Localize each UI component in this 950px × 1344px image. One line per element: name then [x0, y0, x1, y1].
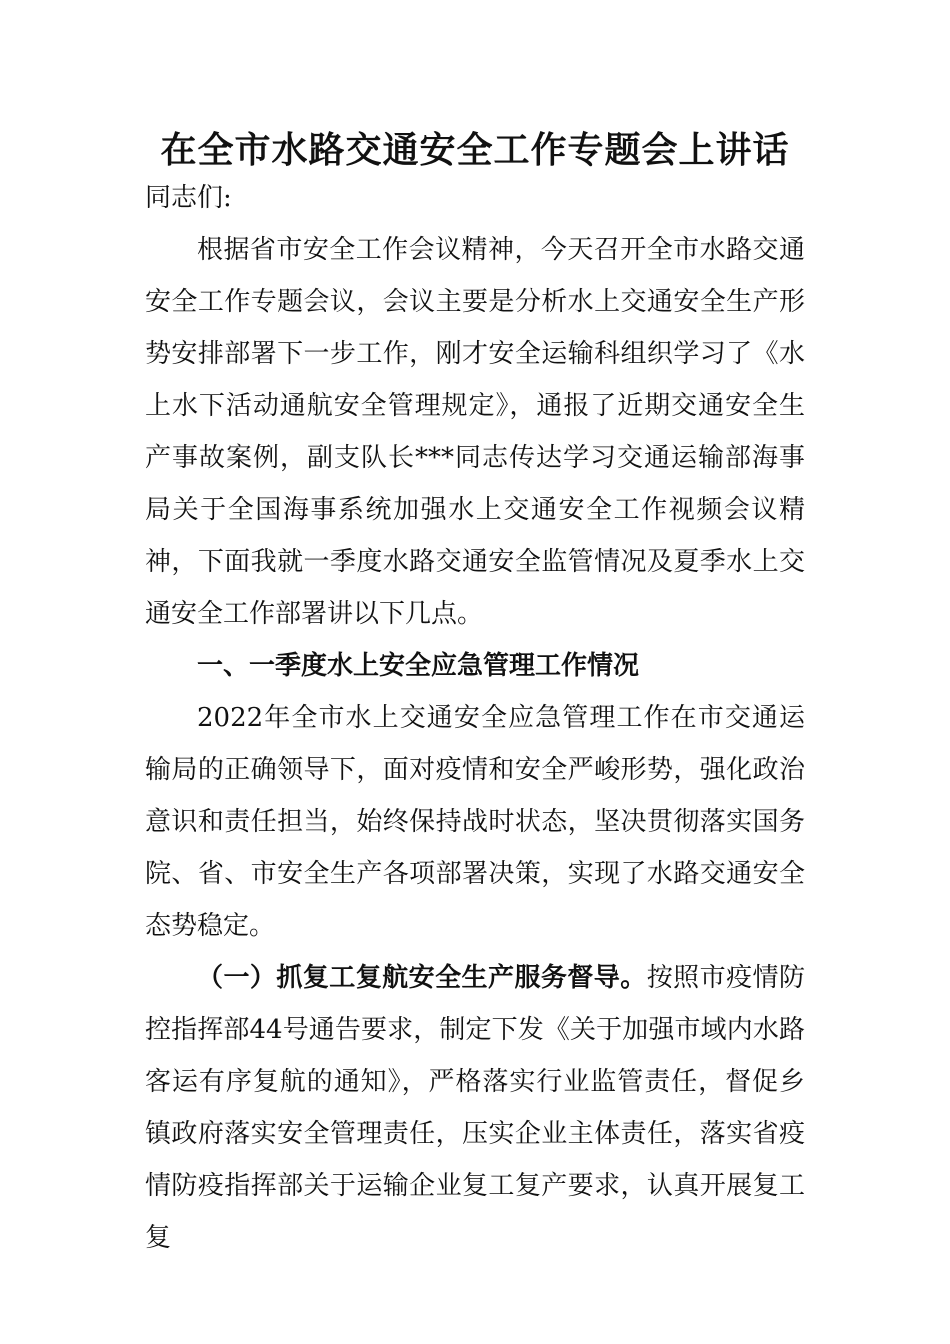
section-heading-1: 一、一季度水上安全应急管理工作情况	[197, 651, 640, 681]
section-1-paragraph: 2022年全市水上交通安全应急管理工作在市交通运输局的正确领导下，面对疫情和安全严峻形势，强化政治意识和责任担当，始终保持战时状态，坚决贯彻落实国务院、省、市安全生产各项部署决策，实现了水路交通安全态势稳定。	[145, 703, 805, 941]
salutation: 同志们:	[145, 183, 232, 213]
subsection-1-paragraph	[145, 952, 805, 1264]
document-body	[145, 172, 805, 1264]
subsection-1-text: 按照市疫情防控指挥部44号通告要求，制定下发《关于加强市域内水路客运有序复航的通知》，严格落实行业监管责任，督促乡镇政府落实安全管理责任，压实企业主体责任，落实省疫情防疫指挥部关于运输企业复工复产要求，认真开展复工复	[145, 963, 805, 1253]
intro-paragraph: 根据省市安全工作会议精神，今天召开全市水路交通安全工作专题会议，会议主要是分析水上交通安全生产形势安排部署下一步工作，刚才安全运输科组织学习了《水上水下活动通航安全管理规定》，通报了近期交通安全生产事故案例，副支队长***同志传达学习交通运输部海事局关于全国海事系统加强水上交通安全工作视频会议精神，下面我就一季度水路交通安全监管情况及夏季水上交通安全工作部署讲以下几点。	[145, 235, 805, 629]
subsection-1-lead: （一）抓复工复航安全生产服务督导。	[197, 963, 647, 993]
document-title: 在全市水路交通安全工作专题会上讲话	[160, 129, 790, 171]
